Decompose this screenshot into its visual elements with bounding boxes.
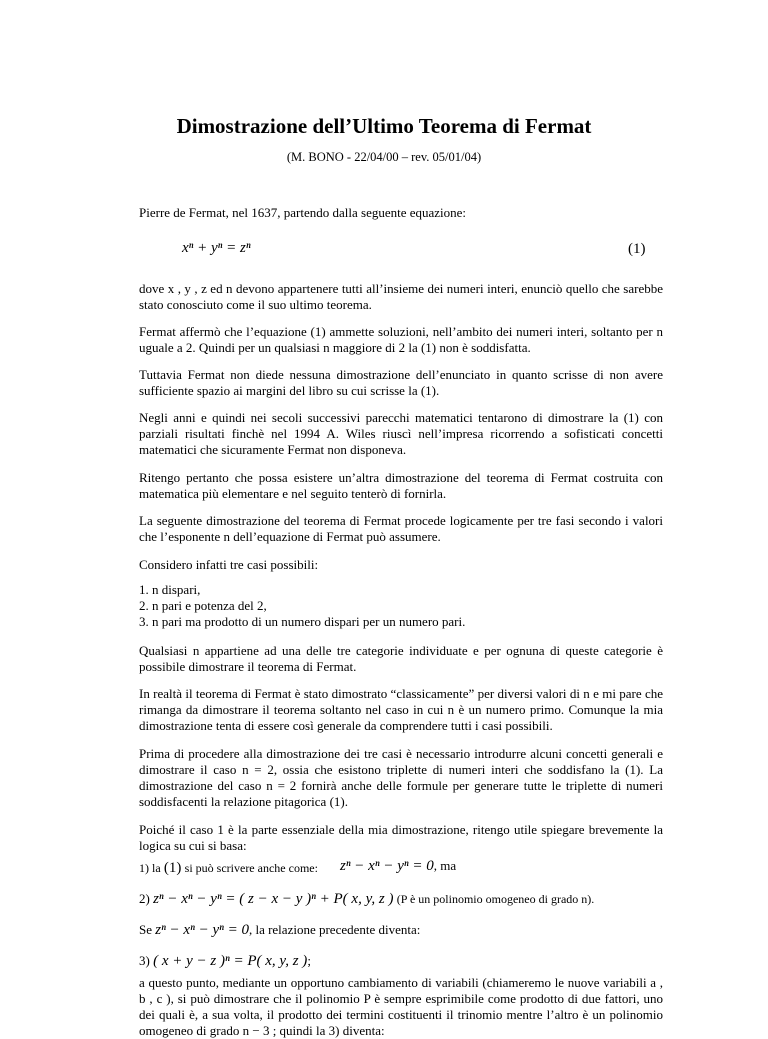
paragraph-qualsiasi: Qualsiasi n appartiene ad una delle tre categorie individuate e per ognuna di queste categorie è possibile dimostrare il teorema di Fermat. — [139, 643, 663, 674]
list-item: 3. n pari ma prodotto di un numero dispari per un numero pari. — [139, 614, 466, 629]
document-subtitle: (M. BONO - 22/04/00 – rev. 05/01/04) — [286, 150, 482, 164]
paragraph-dove: dove x , y , z ed n devono appartenere tutti all’insieme dei numeri interi, enunciò quello che sarebbe stato conosciuto come il suo ultimo teorema. — [139, 281, 663, 312]
step-1-equation: zⁿ − xⁿ − yⁿ = 0 — [340, 858, 434, 874]
paragraph-ritengo: Ritengo pertanto che possa esistere un’altra dimostrazione del teorema di Fermat costruita con matematica più elementare e nel seguito tenterò di fornirla. — [139, 470, 663, 501]
step-1-ref: (1) — [163, 860, 182, 876]
equation-1: xⁿ + yⁿ = zⁿ — [182, 240, 251, 256]
step-1-suffix: , ma — [433, 858, 457, 873]
se-label: Se — [139, 922, 152, 937]
paragraph-seguente: La seguente dimostrazione del teorema di Fermat procede logicamente per tre fasi secondo i valori che l’esponente n dell’equazione di Fermat può assumere. — [139, 513, 663, 544]
se-text: , la relazione precedente diventa: — [248, 922, 421, 937]
paragraph-intro: Pierre de Fermat, nel 1637, partendo dalla seguente equazione: — [139, 205, 467, 220]
paragraph-prima: Prima di procedere alla dimostrazione dei tre casi è necessario introdurre alcuni concetti generali e dimostrare il caso n = 2, ossia che esistono triplette di numeri interi che soddisfano la (1). La dimostrazione del caso n = 2 fornirà anche delle formule per generare tutte le triplette di numeri soddisfacenti la relazione pitagorica (1). — [139, 746, 663, 809]
paragraph-affermo: Fermat affermò che l’equazione (1) ammette soluzioni, nell’ambito dei numeri interi, soltanto per n uguale a 2. Quindi per un qualsiasi n maggiore di 2 la (1) non è soddisfatta. — [139, 324, 663, 355]
cases-list — [139, 582, 663, 630]
step-3-suffix: ; — [307, 953, 311, 968]
document-title: Dimostrazione dell’Ultimo Teorema di Fermat — [176, 114, 592, 138]
paragraph-negli: Negli anni e quindi nei secoli successivi parecchi matematici tentarono di dimostrare la (1) con parziali risultati finchè nel 1994 A. Wiles riuscì nell’impresa ricorrendo a sofisticati concetti matematici che sicuramente Fermat non disponeva. — [139, 410, 663, 457]
paragraph-realta: In realtà il teorema di Fermat è stato dimostrato “classicamente” per diversi valori di n e mi pare che rimanga da dimostrare il teorema soltanto nel caso in cui n è un numero primo. Comunque la mia dimostrazione tenta di essere così generale da comprendere tutti i casi possibili. — [139, 686, 663, 733]
step-1-text: si può scrivere anche come: — [184, 861, 318, 875]
step-1-line — [139, 860, 318, 877]
list-item: 1. n dispari, — [139, 582, 201, 597]
step-2-note: (P è un polinomio omogeneo di grado n). — [396, 892, 595, 906]
equation-1-number: (1) — [628, 241, 646, 257]
step-3-line — [139, 953, 311, 970]
se-line — [139, 922, 420, 939]
step-1-equation-line — [340, 858, 456, 875]
step-2-equation: zⁿ − xⁿ − yⁿ = ( z − x − y )ⁿ + P( x, y, z ) — [153, 891, 394, 907]
step-1-label: 1) la — [139, 861, 161, 875]
step-3-label: 3) — [139, 953, 150, 968]
step-3-equation: ( x + y − z )ⁿ = P( x, y, z ) — [153, 953, 308, 969]
se-equation: zⁿ − xⁿ − yⁿ = 0 — [155, 922, 249, 938]
paragraph-final: a questo punto, mediante un opportuno cambiamento di variabili (chiameremo le nuove variabili a , b , c ), si può dimostrare che il polinomio P è sempre esprimibile come prodotto di due fattori, uno dei quali è, a sua volta, il prodotto dei termini costituenti il trinomio mentre l’altro è un polinomio omogeneo di grado n − 3 ; quindi la 3) diventa: — [139, 975, 663, 1038]
list-item: 2. n pari e potenza del 2, — [139, 598, 267, 613]
paragraph-poiche: Poiché il caso 1 è la parte essenziale della mia dimostrazione, ritengo utile spiegare brevemente la logica su cui si basa: — [139, 822, 663, 853]
step-2-line — [139, 891, 594, 908]
paragraph-tuttavia: Tuttavia Fermat non diede nessuna dimostrazione dell’enunciato in quanto scrisse di non avere sufficiente spazio ai margini del libro su cui scrisse la (1). — [139, 367, 663, 398]
step-2-label: 2) — [139, 891, 150, 906]
paragraph-considero: Considero infatti tre casi possibili: — [139, 557, 319, 572]
